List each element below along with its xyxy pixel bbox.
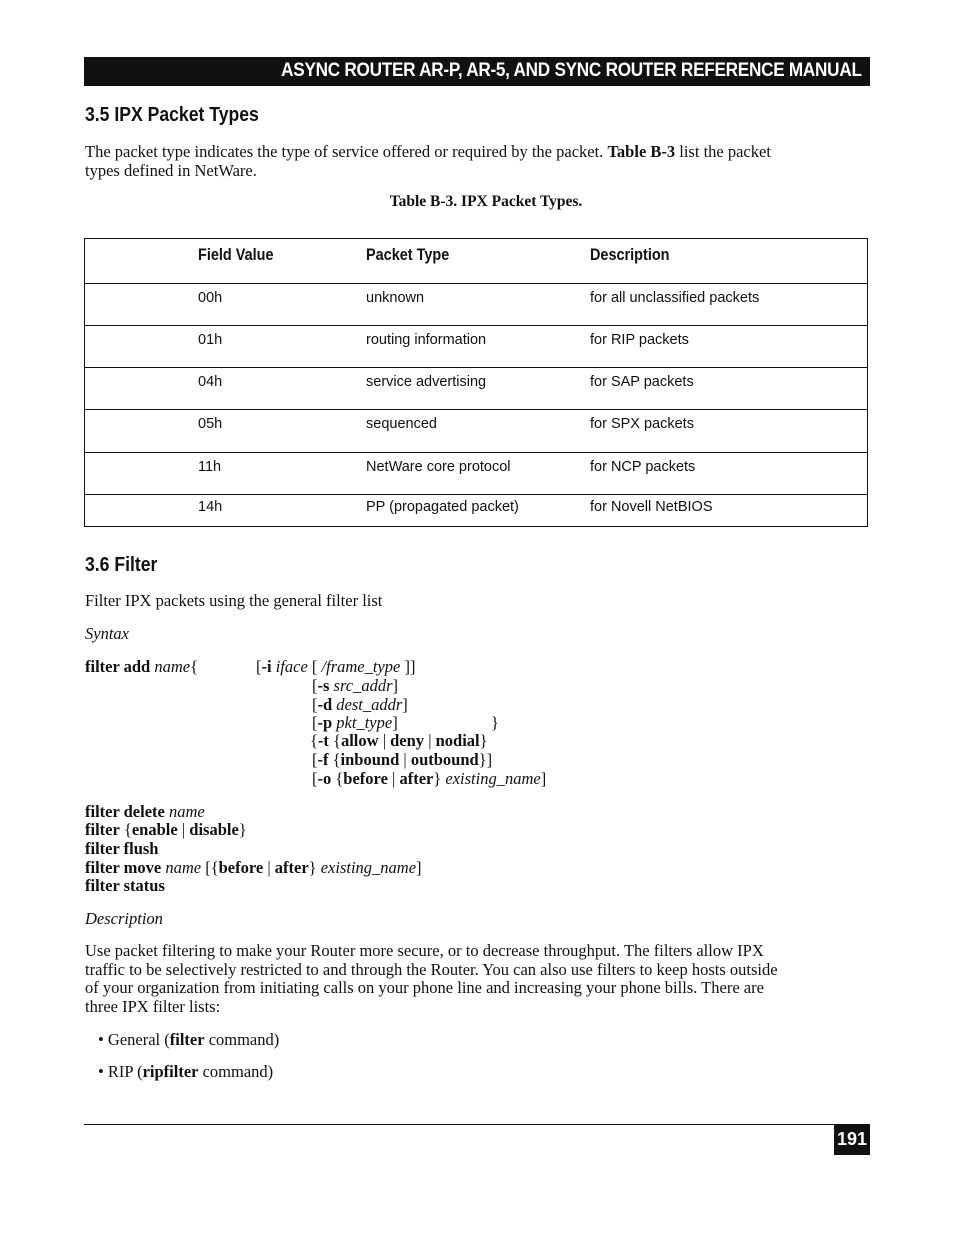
syntax-option-dest: [-d dest_addr] [312,695,408,714]
section-intro: The packet type indicates the type of service offered or required by the packet. Table B-3 list the packet types defined in NetWare. [85,142,771,180]
table-cell: for Novell NetBIOS [590,499,713,515]
table-cell: for SPX packets [590,416,694,432]
syntax-label: Syntax [85,624,129,643]
syntax-filter-enable: filter {enable | disable} [85,820,247,839]
syntax-filter-flush: filter flush [85,839,159,858]
column-header: Field Value [198,245,274,264]
page-number: 191 [834,1124,870,1155]
table-cell: for NCP packets [590,459,696,475]
bullet-icon: • [98,1062,104,1081]
table-row [85,284,867,326]
table-cell: 11h [198,459,222,475]
syntax-option-src: [-s src_addr] [312,676,399,695]
list-item: • RIP (ripfilter command) [98,1062,274,1081]
table-row [85,495,867,526]
description-paragraph: Use packet filtering to make your Router more secure, or to decrease throughput. The filters allow IPX traffic to be selectively restricted to and through the Router. You can also use filters to keep hosts outside of your organization from initiating calls on your phone line and increasing your phone bills. There are three IPX filter lists: [85,941,778,1016]
table-cell: 04h [198,374,223,390]
table-cell: for SAP packets [590,374,694,390]
table-cell: 05h [198,416,223,432]
table-row [85,410,867,453]
table-cell: unknown [366,290,425,306]
section-heading-ipx-packet-types: 3.5 IPX Packet Types [85,104,259,126]
table-reference: Table B-3 [607,142,676,161]
header-bar [84,57,870,86]
table-header-row [85,239,867,284]
bullet-icon: • [98,1030,104,1049]
section-heading-filter: 3.6 Filter [85,554,158,576]
list-item: • General (filter command) [98,1030,280,1049]
column-header: Packet Type [366,245,450,264]
syntax-option-type: {-t {allow | deny | nodial} [310,731,488,750]
syntax-option-pkt: [-p pkt_type] [312,713,398,732]
table-row [85,326,867,368]
syntax-filter-delete: filter delete name [85,802,205,821]
table-cell: routing information [366,332,487,348]
table-cell: for all unclassified packets [590,290,760,306]
footer-rule [84,1124,870,1125]
table-row [85,453,867,495]
table-cell: 14h [198,499,223,515]
syntax-filter-move: filter move name [{before | after} existing_name] [85,858,422,877]
table-cell: 01h [198,332,223,348]
syntax-option-iface: [-i iface [ /frame_type ]] [256,657,416,676]
table-cell: service advertising [366,374,487,390]
column-header: Description [590,245,670,264]
table-caption: Table B-3. IPX Packet Types. [389,193,583,210]
syntax-brace-close: } [491,713,499,732]
table-cell: sequenced [366,416,437,432]
description-label: Description [85,909,163,928]
table-cell: 00h [198,290,223,306]
syntax-filter-add: filter add name{ [85,657,199,676]
syntax-option-order: [-o {before | after} existing_name] [312,769,547,788]
syntax-filter-status: filter status [85,876,165,895]
table-cell: NetWare core protocol [366,459,511,475]
table-row [85,368,867,410]
table-cell: PP (propagated packet) [366,499,519,515]
filter-intro: Filter IPX packets using the general filter list [85,591,383,610]
manual-title: ASYNC ROUTER AR-P, AR-5, AND SYNC ROUTER REFERENCE MANUAL [281,59,862,81]
table-cell: for RIP packets [590,332,689,348]
syntax-option-direction: [-f {inbound | outbound}] [312,750,493,769]
ipx-packet-types-table [84,238,868,527]
